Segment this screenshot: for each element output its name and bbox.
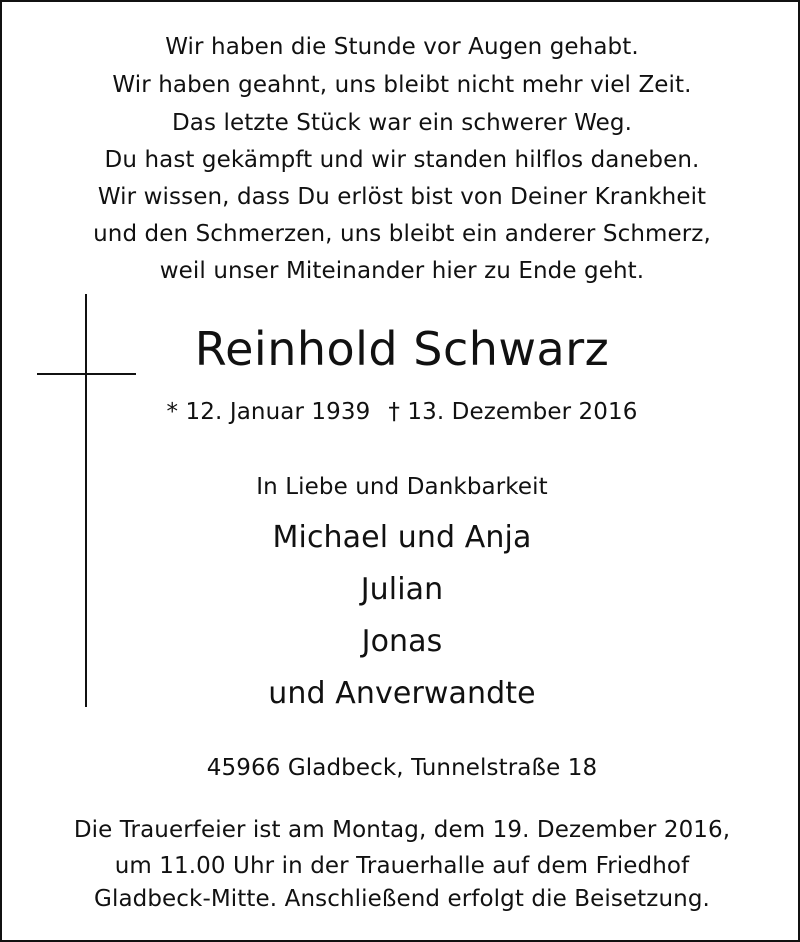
deceased-name: Reinhold Schwarz — [194, 322, 610, 376]
mourner-1: Michael und Anja — [272, 520, 532, 555]
service-line-2: um 11.00 Uhr in der Trauerhalle auf dem Friedhof — [114, 853, 690, 879]
mourner-3: Jonas — [361, 624, 443, 659]
poem-line-4: Du hast gekämpft und wir standen hilflos daneben. — [104, 147, 700, 173]
service-line-1: Die Trauerfeier ist am Montag, dem 19. Dezember 2016, — [73, 817, 731, 843]
poem-line-7: weil unser Miteinander hier zu Ende geht. — [159, 258, 645, 284]
poem-line-1: Wir haben die Stunde vor Augen gehabt. — [165, 34, 639, 60]
life-dates — [2, 399, 800, 425]
poem-line-5: Wir wissen, dass Du erlöst bist von Deiner Krankheit — [97, 184, 707, 210]
address: 45966 Gladbeck, Tunnelstraße 18 — [206, 755, 598, 781]
poem-line-3: Das letzte Stück war ein schwerer Weg. — [171, 110, 633, 136]
greeting: In Liebe und Dankbarkeit — [256, 474, 548, 500]
death-date: † 13. Dezember 2016 — [388, 399, 638, 425]
mourner-2: Julian — [360, 572, 444, 607]
mourner-4: und Anverwandte — [268, 676, 536, 711]
poem-line-6: und den Schmerzen, uns bleibt ein anderer Schmerz, — [93, 221, 711, 247]
service-line-3: Gladbeck-Mitte. Anschließend erfolgt die Beisetzung. — [94, 886, 710, 912]
poem-line-2: Wir haben geahnt, uns bleibt nicht mehr viel Zeit. — [112, 72, 692, 98]
birth-date: * 12. Januar 1939 — [166, 399, 371, 425]
